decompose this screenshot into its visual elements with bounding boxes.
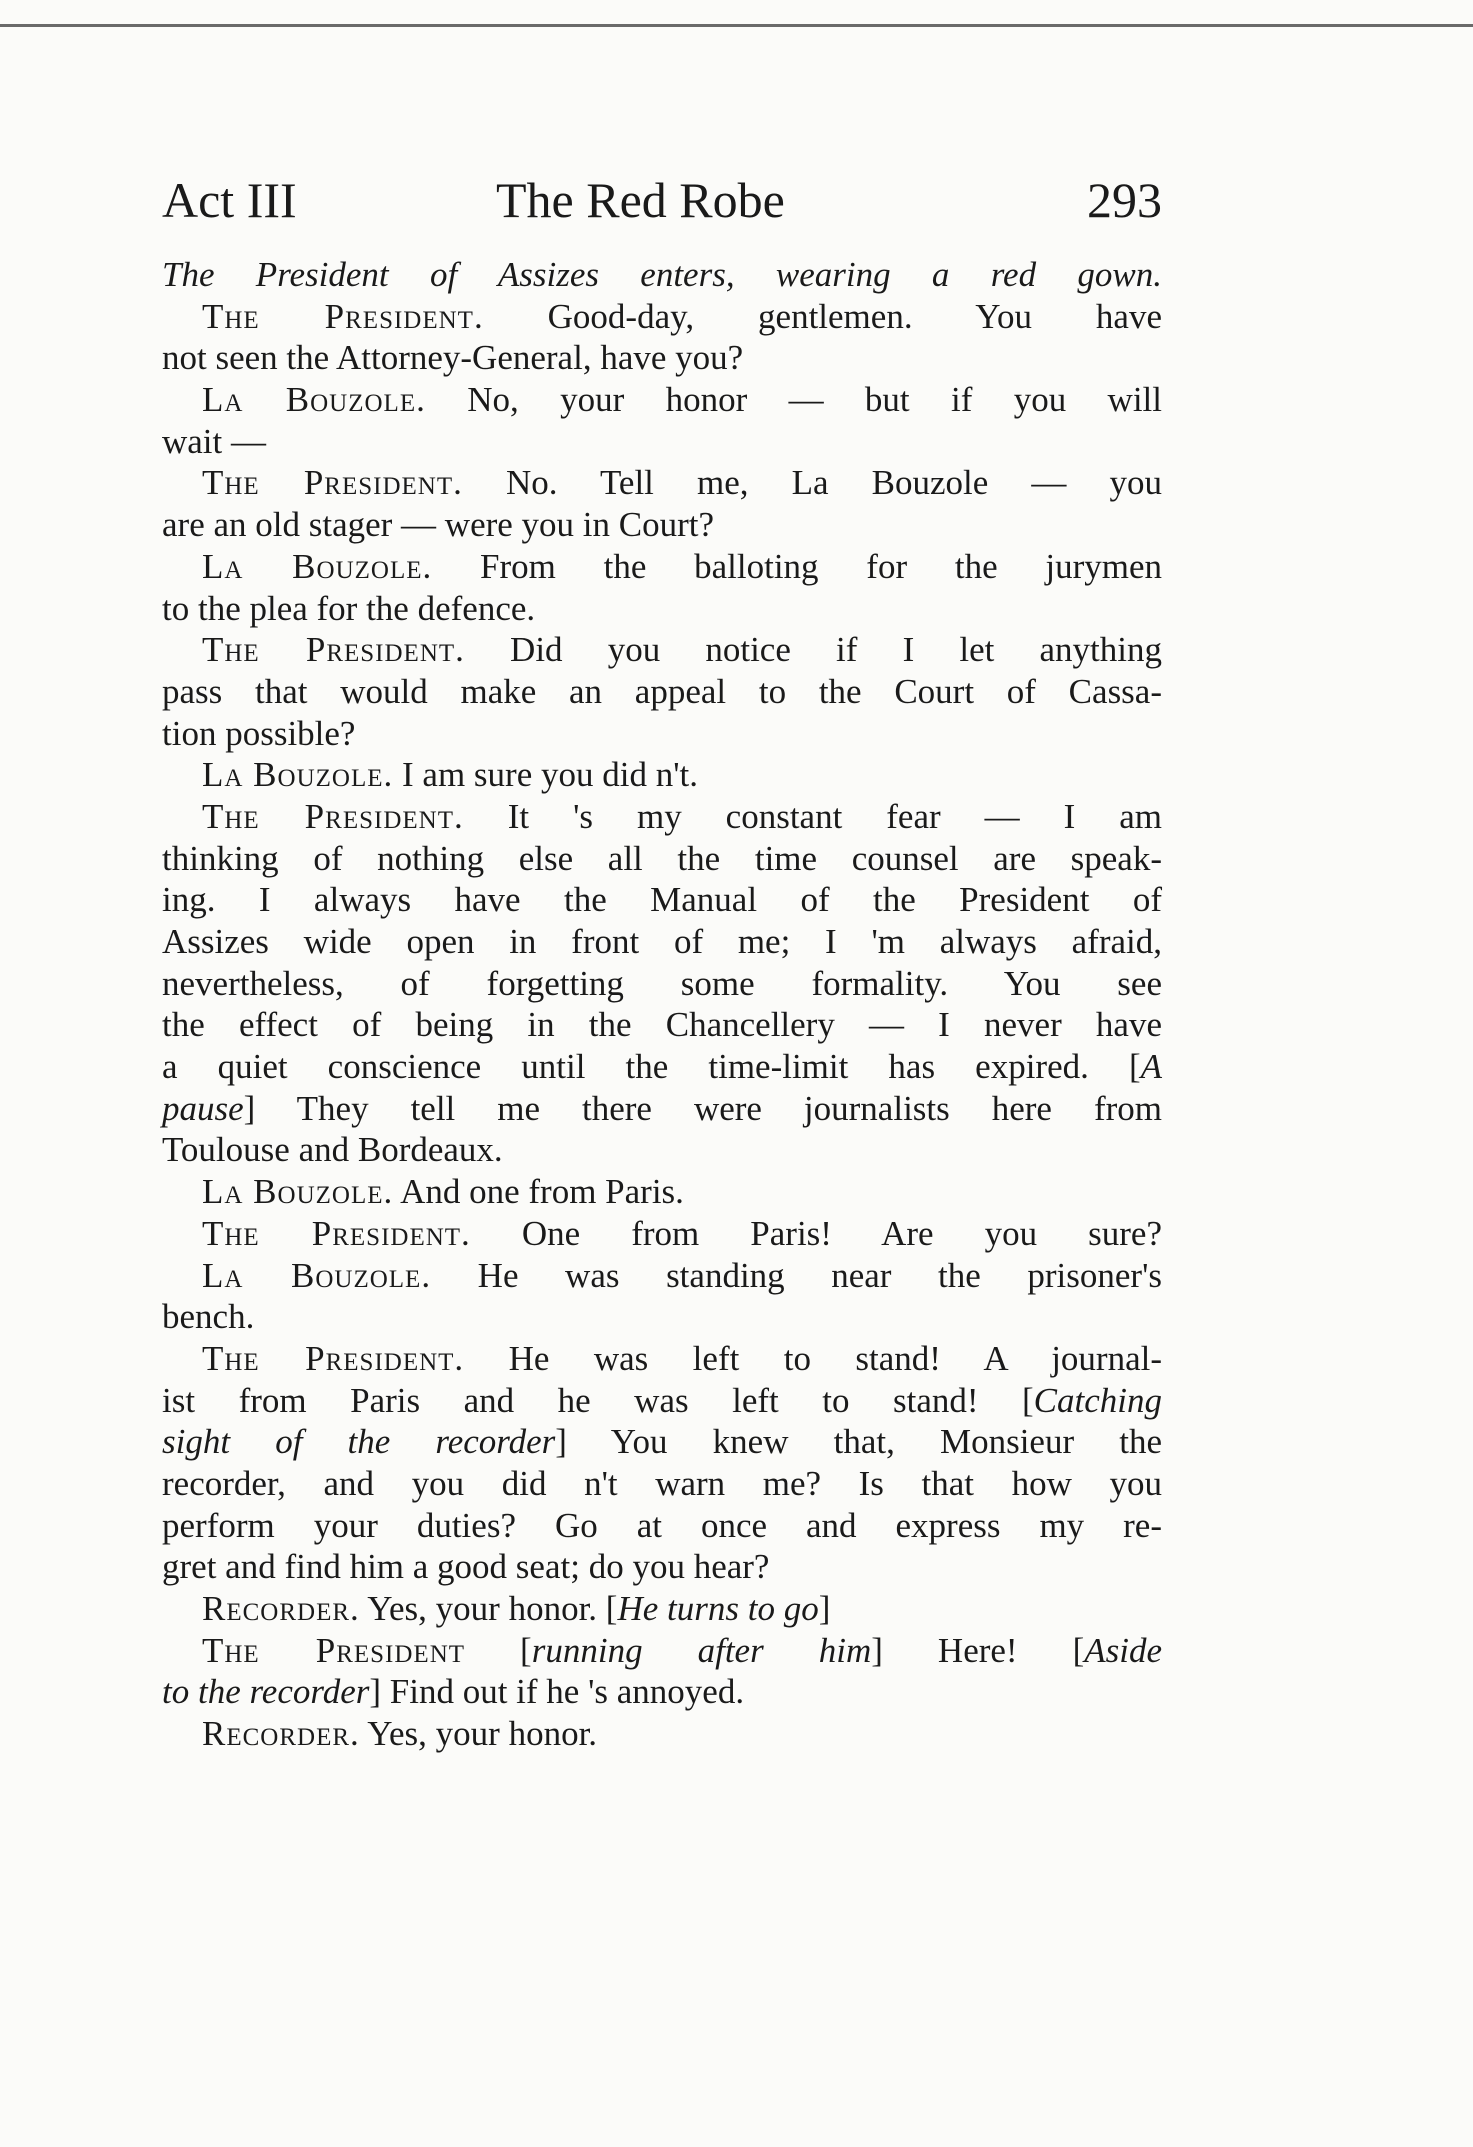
stage-direction: Catching <box>1033 1380 1162 1420</box>
dialogue-text: pass that would make an appeal to the Court of Cassa- <box>162 671 1162 711</box>
text-line <box>162 1463 1162 1505</box>
dialogue-text: the effect of being in the Chancellery — I never have <box>162 1005 1162 1045</box>
dialogue-text: ist from Paris and he was left to stand! [ <box>162 1380 1034 1420</box>
dialogue-text: nevertheless, of forgetting some formality. You see <box>162 963 1162 1003</box>
text-line <box>162 1588 1162 1630</box>
text-line <box>162 671 1162 713</box>
dialogue-text: ] Here! [ <box>871 1630 1085 1670</box>
text-line <box>162 1338 1162 1380</box>
dialogue-text: thinking of nothing else all the time counsel are speak- <box>162 838 1162 878</box>
dialogue-text: Assizes wide open in front of me; I 'm always afraid, <box>162 922 1162 961</box>
text-line <box>162 754 1162 796</box>
text-line <box>162 838 1162 880</box>
speaker-name: The President. <box>202 463 463 503</box>
text-line <box>162 1671 1162 1713</box>
dialogue-text: bench. <box>162 1297 255 1337</box>
dialogue-text: And one from Paris. <box>393 1172 684 1212</box>
text-line <box>162 1421 1162 1463</box>
dialogue-text: to the plea for the defence. <box>162 588 536 628</box>
dialogue-text: Good-day, gentlemen. You have <box>483 296 1163 336</box>
dialogue-text: not seen the Attorney-General, have you? <box>162 338 744 378</box>
speaker-name: Recorder. <box>202 1714 360 1754</box>
text-line <box>162 1713 1162 1755</box>
play-text <box>162 254 1162 1755</box>
text-line <box>162 1255 1162 1297</box>
text-line <box>162 1046 1162 1088</box>
text-line <box>162 1004 1162 1046</box>
text-line <box>162 504 1162 546</box>
stage-direction: Aside <box>1084 1630 1163 1670</box>
stage-direction: The President of Assizes enters, wearing a red gown. <box>162 255 1162 294</box>
dialogue-text: ] <box>818 1589 831 1628</box>
dialogue-text: One from Paris! Are you sure? <box>470 1213 1162 1253</box>
text-line <box>162 337 1162 379</box>
speaker-name: La Bouzole. <box>202 380 426 420</box>
dialogue-text: He was left to stand! A journal- <box>464 1338 1162 1378</box>
text-line <box>162 1296 1162 1338</box>
text-line <box>162 421 1162 463</box>
speaker-name: The President. <box>202 296 484 336</box>
stage-direction: A <box>1140 1047 1162 1087</box>
text-line <box>162 546 1162 588</box>
text-line <box>162 462 1162 504</box>
dialogue-text: ] You knew that, Monsieur the <box>555 1422 1162 1462</box>
dialogue-text: gret and find him a good seat; do you hear? <box>162 1547 770 1587</box>
text-line <box>162 1630 1162 1672</box>
speaker-name: La Bouzole. <box>202 755 394 795</box>
dialogue-text: tion possible? <box>162 713 356 753</box>
text-line <box>162 713 1162 755</box>
speaker-name: The President. <box>202 796 464 836</box>
speaker-name: The President. <box>202 1213 471 1253</box>
stage-direction: to the recorder <box>162 1672 370 1712</box>
dialogue-text: ] They tell me there were journalists here from <box>243 1088 1162 1128</box>
text-line <box>162 921 1162 963</box>
stage-direction: He turns to go <box>617 1589 819 1628</box>
dialogue-text: a quiet conscience until the time-limit has expired. [ <box>162 1047 1141 1087</box>
text-line <box>162 1546 1162 1588</box>
dialogue-text: ing. I always have the Manual of the President of <box>162 880 1162 920</box>
dialogue-text: It 's my constant fear — I am <box>463 796 1163 836</box>
dialogue-text: ] Find out if he 's annoyed. <box>369 1672 745 1712</box>
dialogue-text: No. Tell me, La Bouzole — you <box>462 463 1162 503</box>
speaker-name: The President. <box>202 1338 465 1378</box>
dialogue-text: Yes, your honor. <box>359 1714 598 1754</box>
stage-direction: running after him <box>531 1630 872 1670</box>
text-line <box>162 629 1162 671</box>
dialogue-text: No, your honor — but if you will <box>425 380 1162 420</box>
text-line <box>162 588 1162 630</box>
text-line <box>162 379 1162 421</box>
dialogue-text: He was standing near the prisoner's <box>431 1255 1162 1295</box>
text-line <box>162 296 1162 338</box>
text-line <box>162 1505 1162 1547</box>
dialogue-text: recorder, and you did n't warn me? Is that how you <box>162 1463 1162 1503</box>
dialogue-text: Did you notice if I let anything <box>464 630 1162 670</box>
text-line <box>162 1088 1162 1130</box>
speaker-name: La Bouzole. <box>202 546 433 586</box>
page-number: 293 <box>1087 172 1162 228</box>
stage-direction: pause <box>162 1088 244 1128</box>
dialogue-text: wait — <box>162 421 267 461</box>
dialogue-text: From the balloting for the jurymen <box>432 546 1162 586</box>
dialogue-text: perform your duties? Go at once and express my re- <box>162 1505 1162 1545</box>
dialogue-text: Toulouse and Bordeaux. <box>162 1130 503 1170</box>
stage-direction: sight of the recorder <box>162 1422 556 1462</box>
dialogue-text: [ <box>465 1630 532 1670</box>
act-label: Act III <box>162 172 297 228</box>
play-title: The Red Robe <box>496 172 785 228</box>
speaker-name: Recorder. <box>202 1589 360 1628</box>
dialogue-text: are an old stager — were you in Court? <box>162 505 715 545</box>
speaker-name: La Bouzole. <box>202 1255 432 1295</box>
speaker-name: La Bouzole. <box>202 1172 394 1212</box>
text-line <box>162 1171 1162 1213</box>
top-rule <box>0 24 1473 27</box>
text-line <box>162 1129 1162 1171</box>
speaker-name: The President. <box>202 630 465 670</box>
dialogue-text: I am sure you did n't. <box>393 755 698 795</box>
text-line <box>162 1380 1162 1422</box>
text-line <box>162 796 1162 838</box>
dialogue-text: Yes, your honor. [ <box>359 1589 618 1628</box>
text-line <box>162 879 1162 921</box>
text-line <box>162 1213 1162 1255</box>
text-line <box>162 963 1162 1005</box>
speaker-name: The President <box>202 1630 466 1670</box>
